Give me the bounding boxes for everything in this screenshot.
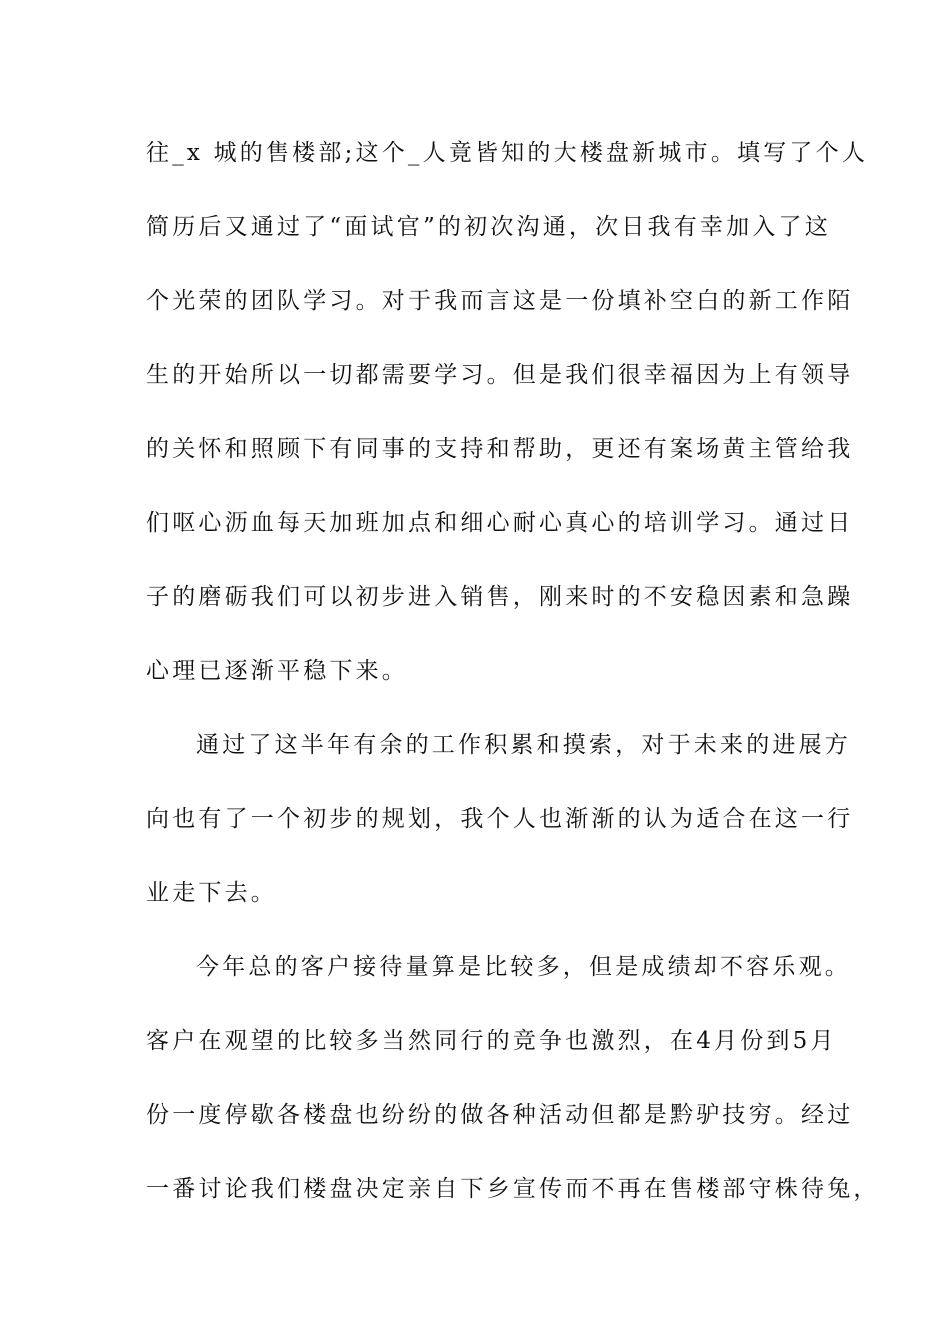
text-line: 往_x 城的售楼部;这个_人竟皆知的大楼盘新城市。填写了个人 (146, 140, 869, 166)
document-body (146, 128, 880, 1238)
text-line: 业走下去。 (146, 880, 277, 906)
text-line: 一番讨论我们楼盘决定亲自下乡宣传而不再在售楼部守株待兔， (146, 1176, 880, 1202)
text-line: 心理已逐渐平稳下来。 (146, 658, 408, 684)
text-line: 子的磨砺我们可以初步进入销售，刚来时的不安稳因素和急躁 (146, 584, 854, 610)
text-line: 们呕心沥血每天加班加点和细心耐心真心的培训学习。通过日 (146, 510, 854, 536)
text-line: 客户在观望的比较多当然同行的竞争也激烈，在4月份到5月 (146, 1028, 837, 1054)
text-line: 个光荣的团队学习。对于我而言这是一份填补空白的新工作陌 (146, 288, 854, 314)
paragraph-first-line: 通过了这半年有余的工作积累和摸索，对于未来的进展方 (196, 732, 851, 758)
text-line: 向也有了一个初步的规划，我个人也渐渐的认为适合在这一行 (146, 806, 854, 832)
text-line: 生的开始所以一切都需要学习。但是我们很幸福因为上有领导 (146, 362, 854, 388)
paragraph-first-line: 今年总的客户接待量算是比较多，但是成绩却不容乐观。 (196, 954, 851, 980)
text-line: 份一度停歇各楼盘也纷纷的做各种活动但都是黔驴技穷。经过 (146, 1102, 854, 1128)
text-line: 的关怀和照顾下有同事的支持和帮助，更还有案场黄主管给我 (146, 436, 854, 462)
text-line: 简历后又通过了“面试官”的初次沟通，次日我有幸加入了这 (146, 214, 831, 240)
